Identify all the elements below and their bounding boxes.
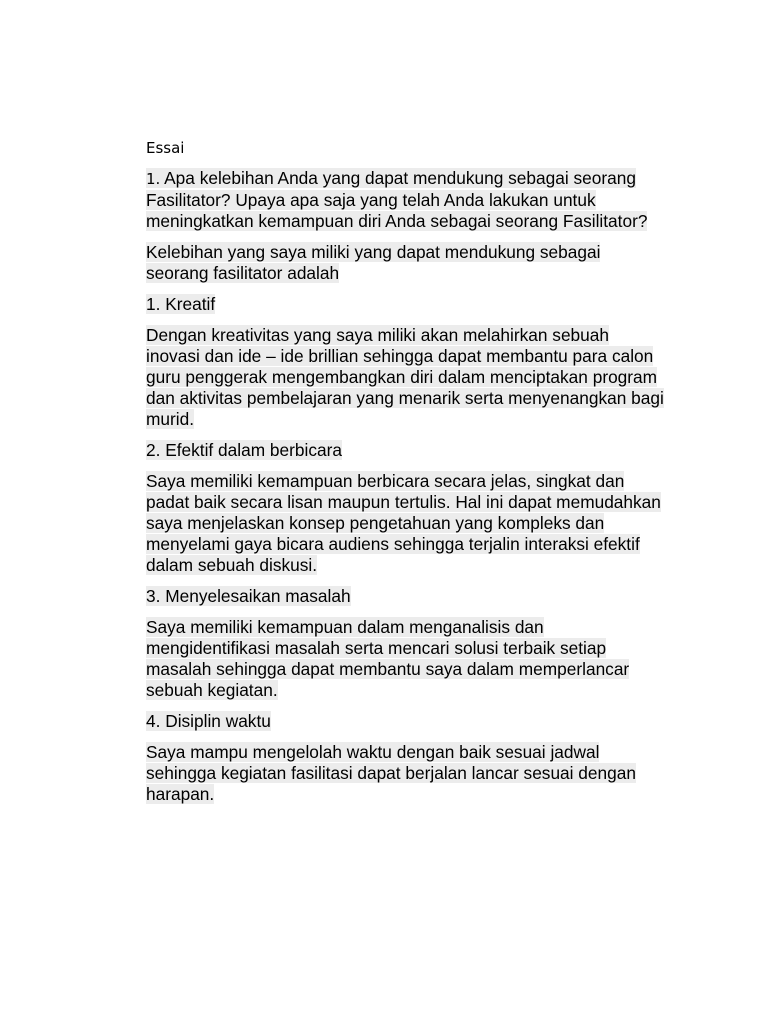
point-body-text: Dengan kreativitas yang saya miliki akan melahirkan sebuah inovasi dan ide – ide brillian sehingga dapat membantu para calon guru penggerak mengembangkan diri dalam menciptakan program dan aktivitas pembelajaran yang menarik serta menyenangkan bagi murid. (146, 325, 664, 429)
point-body-text: Saya memiliki kemampuan berbicara secara jelas, singkat dan padat baik secara lisan maupun tertulis. Hal ini dapat memudahkan saya menjelaskan konsep pengetahuan yang kompleks dan menyelami gaya bicara audiens sehingga terjalin interaksi efektif dalam sebuah diskusi. (146, 471, 661, 575)
document-body (146, 138, 666, 815)
document-title: Essai (146, 139, 185, 157)
point-heading-disiplin (146, 711, 666, 732)
intro-paragraph (146, 242, 666, 284)
point-body-efektif (146, 471, 666, 576)
point-heading-text: 1. Kreatif (146, 294, 216, 314)
question-number: 1. (146, 170, 161, 188)
point-body-kreatif (146, 325, 666, 430)
point-heading-kreatif (146, 294, 666, 315)
point-body-text: Saya mampu mengelolah waktu dengan baik sesuai jadwal sehingga kegiatan fasilitasi dapat berjalan lancar sesuai dengan harapan. (146, 742, 636, 804)
intro-text: Kelebihan yang saya miliki yang dapat mendukung sebagai seorang fasilitator adalah (146, 242, 601, 283)
question-paragraph (146, 168, 666, 232)
point-body-disiplin (146, 742, 666, 805)
point-body-masalah (146, 617, 666, 701)
point-heading-text: 2. Efektif dalam berbicara (146, 440, 342, 460)
point-heading-masalah (146, 586, 666, 607)
question-body: Apa kelebihan Anda yang dapat mendukung sebagai seorang Fasilitator? Upaya apa saja yang telah Anda lakukan untuk meningkatkan kemampuan diri Anda sebagai seorang Fasilitator? (146, 168, 648, 231)
point-heading-text: 4. Disiplin waktu (146, 711, 271, 731)
point-heading-efektif (146, 440, 666, 461)
question-text (146, 168, 647, 231)
point-body-text: Saya memiliki kemampuan dalam menganalisis dan mengidentifikasi masalah serta mencari solusi terbaik setiap masalah sehingga dapat membantu saya dalam memperlancar sebuah kegiatan. (146, 617, 630, 700)
point-heading-text: 3. Menyelesaikan masalah (146, 586, 351, 606)
